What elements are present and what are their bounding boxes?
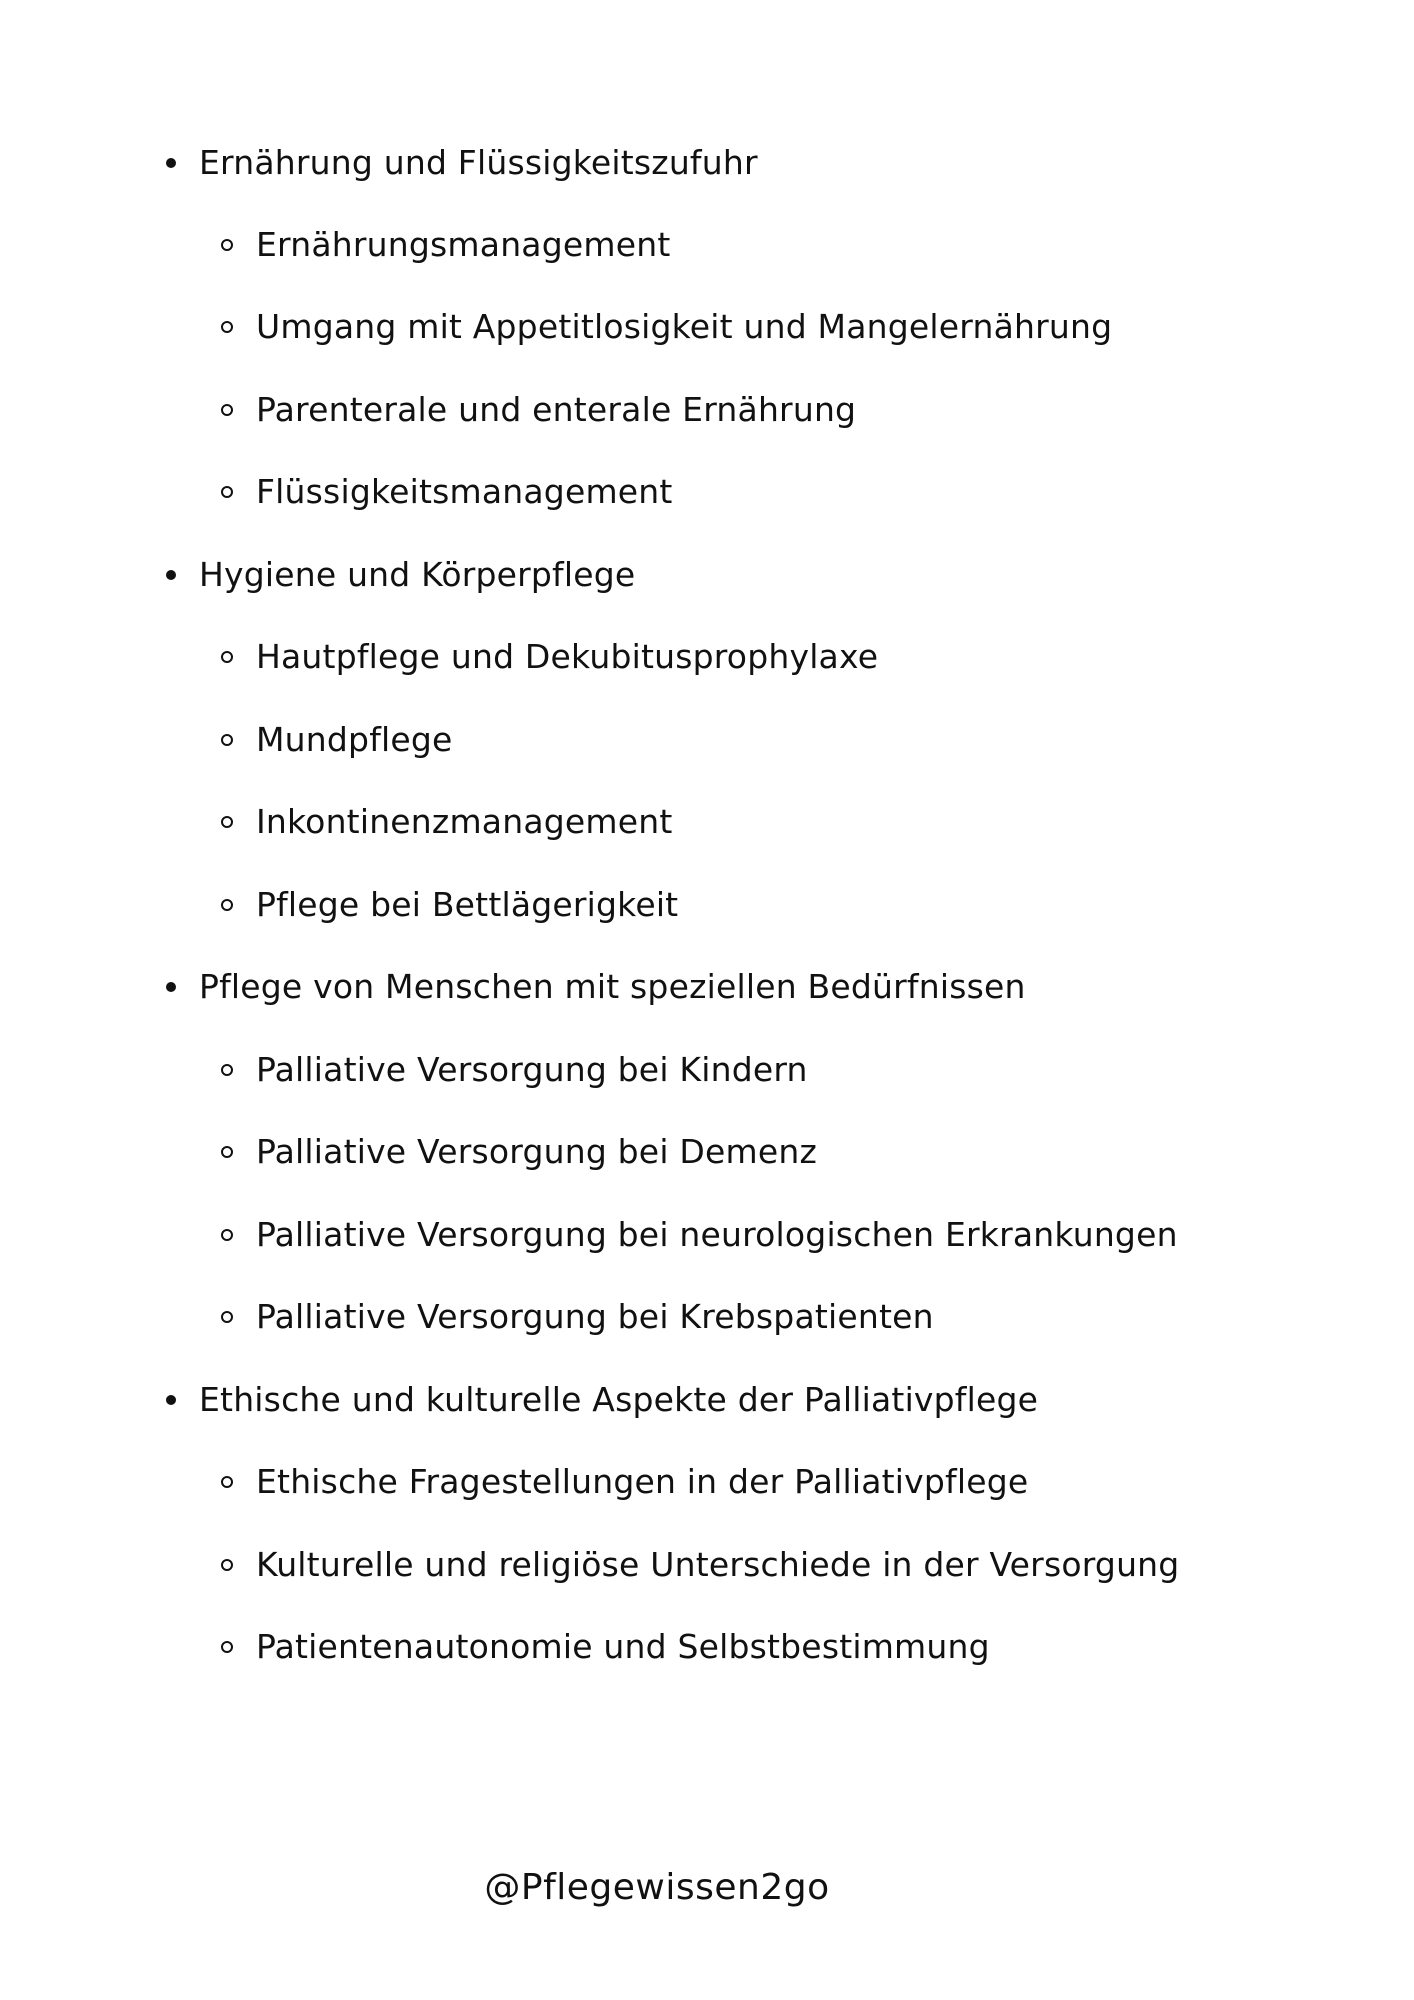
list-item-text: Umgang mit Appetitlosigkeit und Mangelernährung bbox=[256, 307, 1113, 346]
list-item bbox=[256, 1050, 808, 1090]
hollow-bullet-icon bbox=[221, 321, 233, 333]
hollow-bullet-icon bbox=[221, 239, 233, 251]
list-item bbox=[256, 1462, 1028, 1502]
list-item-text: Palliative Versorgung bei Kindern bbox=[256, 1050, 808, 1089]
list-item-text: Palliative Versorgung bei Krebspatienten bbox=[256, 1297, 934, 1336]
list-item bbox=[256, 720, 453, 760]
hollow-bullet-icon bbox=[221, 1146, 233, 1158]
list-item bbox=[256, 307, 1112, 347]
bullet-icon bbox=[166, 1395, 176, 1405]
hollow-bullet-icon bbox=[221, 404, 233, 416]
list-item-text: Parenterale und enterale Ernährung bbox=[256, 390, 857, 429]
hollow-bullet-icon bbox=[221, 486, 233, 498]
hollow-bullet-icon bbox=[221, 1311, 233, 1323]
list-item-text: Kulturelle und religiöse Unterschiede in der Versorgung bbox=[256, 1545, 1180, 1584]
list-item-text: Ethische Fragestellungen in der Palliativpflege bbox=[256, 1462, 1029, 1501]
hollow-bullet-icon bbox=[221, 899, 233, 911]
bullet-icon bbox=[166, 982, 176, 992]
hollow-bullet-icon bbox=[221, 651, 233, 663]
bullet-icon bbox=[166, 570, 176, 580]
hollow-bullet-icon bbox=[221, 1476, 233, 1488]
list-item bbox=[256, 1215, 1178, 1255]
list-item bbox=[256, 472, 673, 512]
list-item-text: Mundpflege bbox=[256, 720, 453, 759]
section-heading bbox=[199, 967, 1026, 1007]
list-item-text: Flüssigkeitsmanagement bbox=[256, 472, 673, 511]
footer-handle: @Pflegewissen2go bbox=[484, 1867, 830, 1908]
hollow-bullet-icon bbox=[221, 816, 233, 828]
list-item bbox=[256, 1132, 817, 1172]
section-heading-text: Hygiene und Körperpflege bbox=[199, 555, 636, 594]
list-item-text: Inkontinenzmanagement bbox=[256, 802, 673, 841]
hollow-bullet-icon bbox=[221, 1064, 233, 1076]
section-heading bbox=[199, 1380, 1038, 1420]
list-item-text: Patientenautonomie und Selbstbestimmung bbox=[256, 1627, 990, 1666]
list-item bbox=[256, 885, 678, 925]
list-item bbox=[256, 1627, 990, 1667]
list-item bbox=[256, 637, 878, 677]
list-item bbox=[256, 390, 856, 430]
list-item bbox=[256, 1297, 934, 1337]
hollow-bullet-icon bbox=[221, 1641, 233, 1653]
list-item-text: Ernährungsmanagement bbox=[256, 225, 671, 264]
hollow-bullet-icon bbox=[221, 1229, 233, 1241]
list-item-text: Palliative Versorgung bei neurologischen Erkrankungen bbox=[256, 1215, 1178, 1254]
list-item bbox=[256, 225, 671, 265]
hollow-bullet-icon bbox=[221, 734, 233, 746]
hollow-bullet-icon bbox=[221, 1559, 233, 1571]
section-heading-text: Ethische und kulturelle Aspekte der Palliativpflege bbox=[199, 1380, 1039, 1419]
section-heading bbox=[199, 555, 635, 595]
section-heading-text: Pflege von Menschen mit speziellen Bedürfnissen bbox=[199, 967, 1026, 1006]
list-item bbox=[256, 802, 673, 842]
section-heading bbox=[199, 143, 758, 183]
list-item bbox=[256, 1545, 1179, 1585]
list-item-text: Pflege bei Bettlägerigkeit bbox=[256, 885, 679, 924]
section-heading-text: Ernährung und Flüssigkeitszufuhr bbox=[199, 143, 758, 182]
list-item-text: Palliative Versorgung bei Demenz bbox=[256, 1132, 817, 1171]
list-item-text: Hautpflege und Dekubitusprophylaxe bbox=[256, 637, 879, 676]
bullet-icon bbox=[166, 158, 176, 168]
